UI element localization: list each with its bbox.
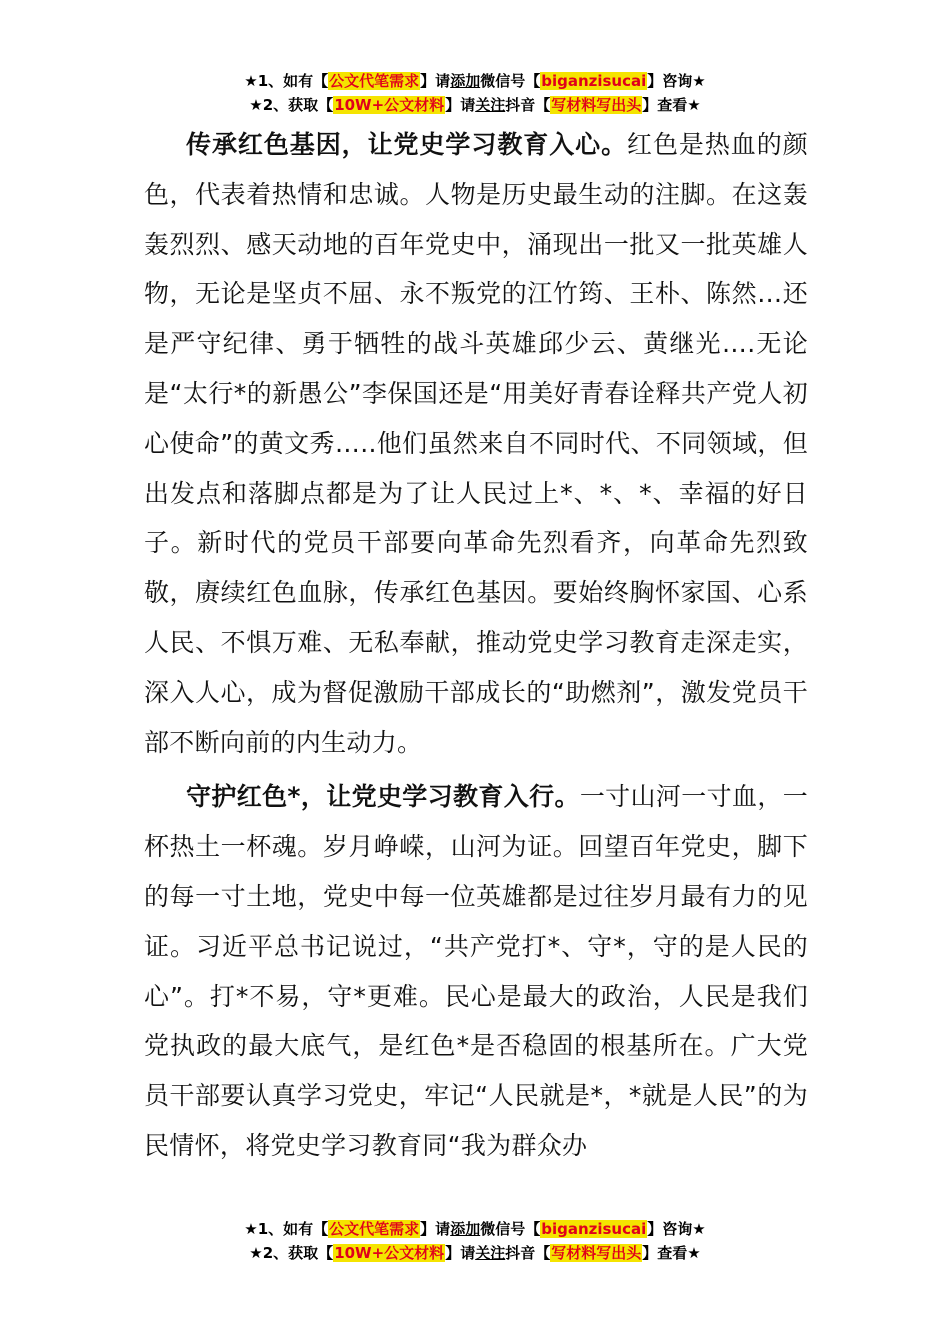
banner-text: ★1、如有【 xyxy=(244,1220,329,1238)
banner-text: 】咨询★ xyxy=(647,1220,706,1238)
banner-text: 微信号【 xyxy=(480,1220,541,1238)
highlight-wechat-id: biganzisucai xyxy=(541,1220,647,1238)
highlight-service: 公文代笔需求 xyxy=(329,72,420,90)
document-body xyxy=(144,120,808,1171)
banner-text: 抖音【 xyxy=(505,96,551,114)
banner-text: 抖音【 xyxy=(505,1244,551,1262)
banner-underlined-text: 添加 xyxy=(450,1220,481,1238)
banner-text: 】请 xyxy=(445,1244,476,1262)
banner-line-2 xyxy=(0,93,950,117)
paragraph-lead: 守护红色*，让党史学习教育入行。 xyxy=(186,782,580,812)
banner-text: ★1、如有【 xyxy=(244,72,329,90)
banner-text: ★2、获取【 xyxy=(249,1244,334,1262)
paragraph-lead: 传承红色基因，让党史学习教育入心。 xyxy=(186,130,628,159)
banner-underlined-text: 关注 xyxy=(475,1244,506,1262)
banner-text: ★2、获取【 xyxy=(249,96,334,114)
highlight-service: 公文代笔需求 xyxy=(329,1220,420,1238)
highlight-wechat-id: biganzisucai xyxy=(541,72,647,90)
banner-text: 】查看★ xyxy=(642,96,701,114)
banner-text: 微信号【 xyxy=(480,72,541,90)
banner-underlined-text: 关注 xyxy=(475,96,506,114)
banner-line-2 xyxy=(0,1241,950,1265)
banner-line-1 xyxy=(0,69,950,93)
banner-text: 】查看★ xyxy=(642,1244,701,1262)
paragraph-1 xyxy=(144,120,808,767)
paragraph-text: 一寸山河一寸血，一杯热土一杯魂。岁月峥嵘，山河为证。回望百年党史，脚下的每一寸土地，党史中每一位英雄都是过往岁月最有力的见证。习近平总书记说过，“共产党打*、守*，守的是人民的心”。打*不易，守*更难。民心是最大的政治，人民是我们党执政的最大底气，是红色*是否稳固的根基所在。广大党员干部要认真学习党史，牢记“人民就是*，*就是人民”的为民情怀，将党史学习教育同“我为群众办 xyxy=(144,782,809,1160)
banner-text: 】请 xyxy=(420,72,451,90)
banner-text: 】请 xyxy=(445,96,476,114)
highlight-materials: 10W+公文材料 xyxy=(334,1244,445,1262)
paragraph-2 xyxy=(144,772,808,1170)
banner-underlined-text: 添加 xyxy=(450,72,481,90)
footer-banner xyxy=(0,1217,950,1265)
banner-text: 】咨询★ xyxy=(647,72,706,90)
banner-text: 】请 xyxy=(420,1220,451,1238)
highlight-materials: 10W+公文材料 xyxy=(334,96,445,114)
highlight-douyin-account: 写材料写出头 xyxy=(551,96,642,114)
paragraph-text: 红色是热血的颜色，代表着热情和忠诚。人物是历史最生动的注脚。在这轰轰烈烈、感天动地的百年党史中，涌现出一批又一批英雄人物，无论是坚贞不屈、永不叛党的江竹筠、王朴、陈然…还是严守纪律、勇于牺牲的战斗英雄邱少云、黄继光….无论是“太行*的新愚公”李保国还是“用美好青春诠释共产党人初心使命”的黄文秀…..他们虽然来自不同时代、不同领域，但出发点和落脚点都是为了让人民过上*、*、*、幸福的好日子。新时代的党员干部要向革命先烈看齐，向革命先烈致敬，赓续红色血脉，传承红色基因。要始终胸怀家国、心系人民、不惧万难、无私奉献，推动党史学习教育走深走实，深入人心，成为督促激励干部成长的“助燃剂”，激发党员干部不断向前的内生动力。 xyxy=(144,130,808,757)
highlight-douyin-account: 写材料写出头 xyxy=(551,1244,642,1262)
banner-line-1 xyxy=(0,1217,950,1241)
header-banner xyxy=(0,69,950,117)
